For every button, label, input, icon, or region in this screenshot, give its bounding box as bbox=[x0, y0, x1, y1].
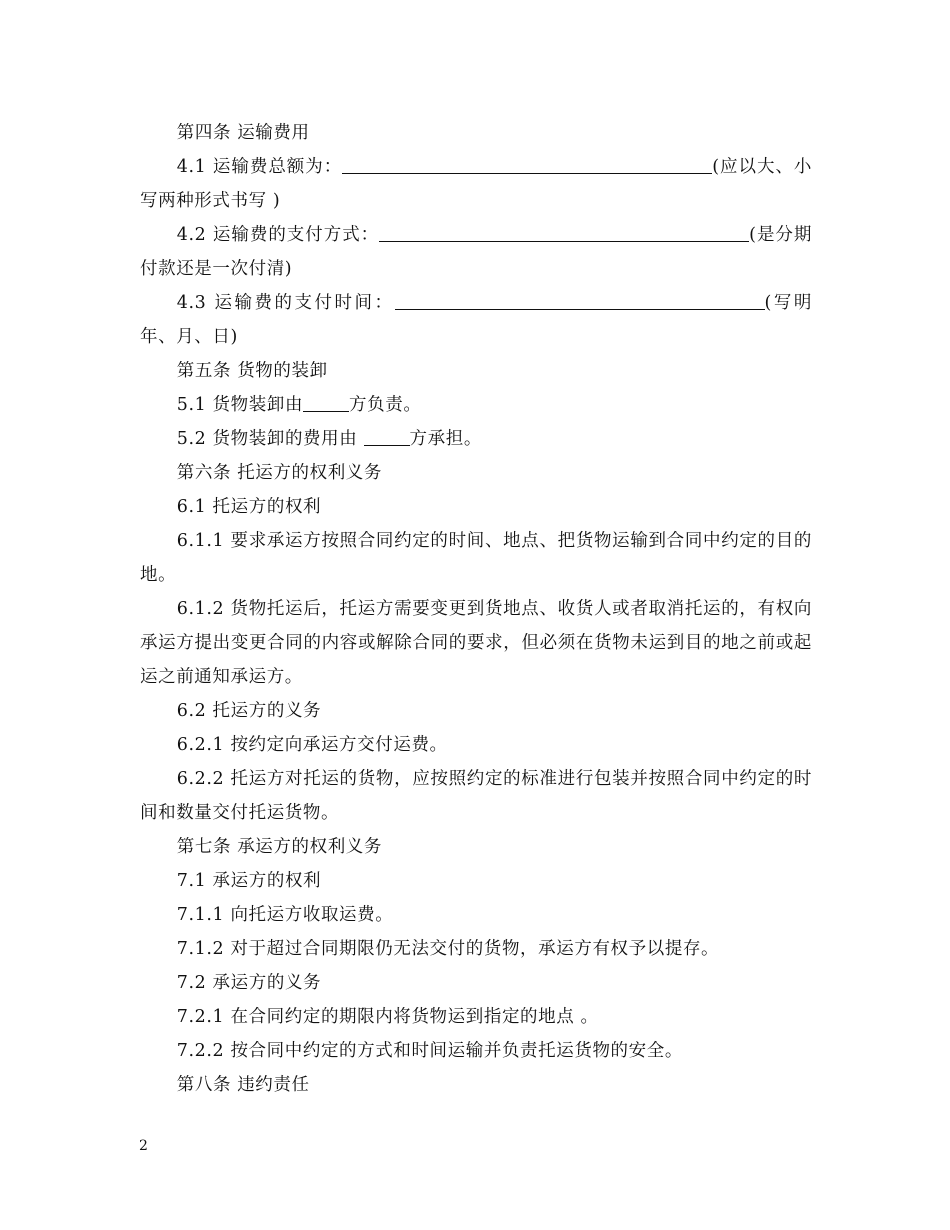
article-5-heading: 第五条 货物的装卸 bbox=[176, 361, 328, 381]
article-4-heading: 第四条 运输费用 bbox=[176, 123, 310, 143]
clause-7-1-2: 7.1.2 对于超过合同期限仍无法交付的货物，承运方有权予以提存。 bbox=[176, 939, 720, 959]
clause-5-2-label: 5.2 货物装卸的费用由 bbox=[176, 429, 364, 449]
clause-4-2-note: (是分期付款还是一次付清) bbox=[140, 225, 812, 279]
article-7-heading: 第七条 承运方的权利义务 bbox=[176, 837, 383, 857]
clause-5-1 bbox=[140, 388, 812, 422]
clause-7-1: 7.1 承运方的权利 bbox=[176, 871, 322, 891]
clause-4-2 bbox=[140, 218, 812, 286]
clause-4-3 bbox=[140, 286, 812, 354]
fill-in-blank-payment-method bbox=[379, 223, 749, 242]
clause-6-1-1: 6.1.1 要求承运方按照合同约定的时间、地点、把货物运输到合同中约定的目的地。 bbox=[140, 531, 812, 585]
clause-6-2-1: 6.2.1 按约定向承运方交付运费。 bbox=[176, 735, 448, 755]
clause-5-2-suffix: 方承担。 bbox=[409, 429, 482, 449]
clause-4-1-label: 4.1 运输费总额为： bbox=[176, 157, 343, 177]
clause-4-2-label: 4.2 运输费的支付方式： bbox=[176, 225, 380, 245]
clause-7-2: 7.2 承运方的义务 bbox=[176, 973, 322, 993]
clause-5-1-suffix: 方负责。 bbox=[349, 395, 422, 415]
clause-4-3-label: 4.3 运输费的支付时间： bbox=[176, 293, 395, 313]
fill-in-blank-payment-time bbox=[395, 291, 765, 310]
document-body bbox=[140, 116, 812, 1102]
fill-in-blank-total-fee bbox=[342, 155, 712, 174]
clause-5-2 bbox=[140, 422, 812, 456]
clause-7-1-1: 7.1.1 向托运方收取运费。 bbox=[176, 905, 394, 925]
fill-in-blank-loading-party bbox=[303, 393, 349, 412]
clause-5-1-label: 5.1 货物装卸由 bbox=[176, 395, 304, 415]
clause-4-1-note: (应以大、小写两种形式书写 ) bbox=[140, 157, 812, 211]
article-6-heading: 第六条 托运方的权利义务 bbox=[176, 463, 383, 483]
clause-7-2-1: 7.2.1 在合同约定的期限内将货物运到指定的地点 。 bbox=[176, 1007, 599, 1027]
page-number: 2 bbox=[139, 1138, 148, 1154]
clause-6-2-2: 6.2.2 托运方对托运的货物，应按照约定的标准进行包装并按照合同中约定的时间和数量交付托运货物。 bbox=[140, 769, 812, 823]
clause-4-3-note: (写明年、月、日) bbox=[140, 293, 812, 347]
clause-6-1-2: 6.1.2 货物托运后，托运方需要变更到货地点、收货人或者取消托运的，有权向承运方提出变更合同的内容或解除合同的要求，但必须在货物未运到目的地之前或起运之前通知承运方。 bbox=[140, 599, 812, 687]
article-8-heading: 第八条 违约责任 bbox=[176, 1075, 310, 1095]
fill-in-blank-loading-cost-party bbox=[364, 427, 410, 446]
clause-6-2: 6.2 托运方的义务 bbox=[176, 701, 322, 721]
clause-7-2-2: 7.2.2 按合同中约定的方式和时间运输并负责托运货物的安全。 bbox=[176, 1041, 683, 1061]
clause-6-1: 6.1 托运方的权利 bbox=[176, 497, 322, 517]
clause-4-1 bbox=[140, 150, 812, 218]
